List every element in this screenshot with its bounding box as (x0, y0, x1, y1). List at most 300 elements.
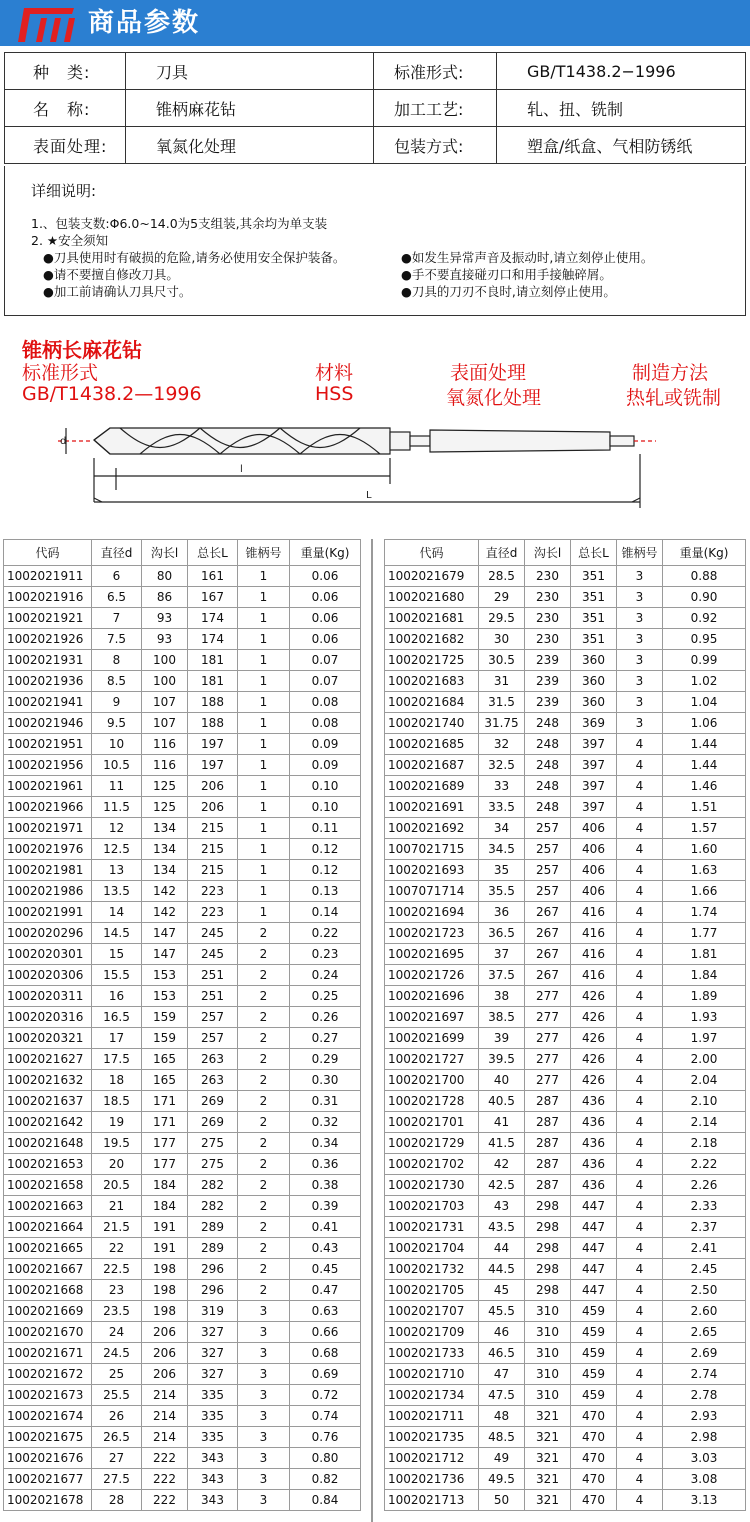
table-cell: 147 (142, 944, 188, 965)
table-cell: 335 (188, 1427, 238, 1448)
table-cell: 3 (238, 1490, 290, 1511)
table-cell: 289 (188, 1217, 238, 1238)
table-cell: 32 (479, 734, 525, 755)
table-cell: 1002021946 (4, 713, 92, 734)
table-cell: 1002021941 (4, 692, 92, 713)
banner-title: 商品参数 (88, 8, 201, 38)
table-cell: 25 (92, 1364, 142, 1385)
param-value: 塑盒/纸盒、气相防锈纸 (497, 127, 746, 164)
table-cell: 28 (92, 1490, 142, 1511)
table-cell: 35.5 (479, 881, 525, 902)
table-row (4, 1406, 361, 1427)
table-cell: 0.92 (663, 608, 746, 629)
table-row (385, 1238, 746, 1259)
table-row (4, 860, 361, 881)
table-cell: 198 (142, 1301, 188, 1322)
table-cell: 287 (525, 1154, 571, 1175)
table-cell: 406 (571, 881, 617, 902)
table-cell: 3 (617, 629, 663, 650)
surface-label: 表面处理 (450, 362, 527, 384)
table-cell: 0.99 (663, 650, 746, 671)
table-cell: 4 (617, 1007, 663, 1028)
table-cell: 1002021679 (385, 566, 479, 587)
table-cell: 21 (92, 1196, 142, 1217)
table-cell: 351 (571, 629, 617, 650)
table-cell: 0.27 (290, 1028, 361, 1049)
table-row (4, 1091, 361, 1112)
param-row (5, 53, 746, 90)
table-cell: 1002021732 (385, 1259, 479, 1280)
table-cell: 31 (479, 671, 525, 692)
table-row (385, 1301, 746, 1322)
table-row (385, 713, 746, 734)
table-cell: 4 (617, 797, 663, 818)
table-row (385, 671, 746, 692)
table-cell: 1002021725 (385, 650, 479, 671)
table-cell: 3 (617, 650, 663, 671)
table-cell: 0.82 (290, 1469, 361, 1490)
table-cell: 248 (525, 776, 571, 797)
table-row (4, 1217, 361, 1238)
table-cell: 22 (92, 1238, 142, 1259)
table-cell: 223 (188, 881, 238, 902)
table-cell: 1 (238, 755, 290, 776)
table-row (385, 1217, 746, 1238)
table-cell: 44 (479, 1238, 525, 1259)
table-cell: 251 (188, 965, 238, 986)
table-cell: 4 (617, 986, 663, 1007)
table-cell: 177 (142, 1154, 188, 1175)
table-cell: 2 (238, 1280, 290, 1301)
table-cell: 1002021687 (385, 755, 479, 776)
table-cell: 47.5 (479, 1385, 525, 1406)
table-cell: 45.5 (479, 1301, 525, 1322)
table-cell: 1002021711 (385, 1406, 479, 1427)
table-cell: 42.5 (479, 1175, 525, 1196)
material-value: HSS (315, 383, 354, 405)
table-cell: 1002021682 (385, 629, 479, 650)
table-row (4, 923, 361, 944)
table-cell: 1002021710 (385, 1364, 479, 1385)
table-cell: 2.18 (663, 1133, 746, 1154)
table-cell: 1002021726 (385, 965, 479, 986)
table-cell: 310 (525, 1385, 571, 1406)
table-cell: 86 (142, 587, 188, 608)
table-cell: 171 (142, 1112, 188, 1133)
table-cell: 1002021685 (385, 734, 479, 755)
safety-note: ●请不要擅自修改刀具。 (43, 267, 179, 282)
table-cell: 287 (525, 1091, 571, 1112)
table-cell: 13 (92, 860, 142, 881)
table-cell: 1002021674 (4, 1406, 92, 1427)
table-cell: 2 (238, 1133, 290, 1154)
table-row (4, 734, 361, 755)
table-cell: 2.50 (663, 1280, 746, 1301)
table-cell: 31.75 (479, 713, 525, 734)
table-cell: 21.5 (92, 1217, 142, 1238)
table-row (4, 1280, 361, 1301)
table-cell: 37.5 (479, 965, 525, 986)
table-cell: 447 (571, 1217, 617, 1238)
table-cell: 248 (525, 734, 571, 755)
table-cell: 10.5 (92, 755, 142, 776)
table-row (4, 587, 361, 608)
table-cell: 0.63 (290, 1301, 361, 1322)
table-cell: 20.5 (92, 1175, 142, 1196)
table-cell: 188 (188, 692, 238, 713)
table-cell: 206 (188, 776, 238, 797)
param-table (4, 52, 746, 164)
col-header: 重量(Kg) (290, 540, 361, 566)
table-cell: 0.08 (290, 692, 361, 713)
table-cell: 3 (238, 1448, 290, 1469)
table-cell: 277 (525, 1007, 571, 1028)
table-cell: 206 (188, 797, 238, 818)
table-cell: 2 (238, 965, 290, 986)
table-cell: 36.5 (479, 923, 525, 944)
table-cell: 1.60 (663, 839, 746, 860)
table-row (385, 818, 746, 839)
table-cell: 1002021971 (4, 818, 92, 839)
table-cell: 397 (571, 797, 617, 818)
param-row (5, 90, 746, 127)
table-cell: 282 (188, 1175, 238, 1196)
table-cell: 1002021637 (4, 1091, 92, 1112)
table-cell: 245 (188, 923, 238, 944)
table-cell: 6 (92, 566, 142, 587)
table-cell: 1002021675 (4, 1427, 92, 1448)
table-cell: 1002021691 (385, 797, 479, 818)
table-cell: 2 (238, 1238, 290, 1259)
param-key: 加工工艺: (374, 90, 497, 127)
table-cell: 125 (142, 776, 188, 797)
table-cell: 1002021931 (4, 650, 92, 671)
table-cell: 3 (238, 1406, 290, 1427)
table-cell: 1002021648 (4, 1133, 92, 1154)
table-cell: 2.37 (663, 1217, 746, 1238)
table-cell: 7 (92, 608, 142, 629)
table-cell: 298 (525, 1259, 571, 1280)
table-row (385, 566, 746, 587)
table-cell: 263 (188, 1049, 238, 1070)
table-row (4, 713, 361, 734)
table-cell: 310 (525, 1301, 571, 1322)
table-cell: 1002021705 (385, 1280, 479, 1301)
table-cell: 277 (525, 986, 571, 1007)
table-cell: 2 (238, 1154, 290, 1175)
table-row (385, 986, 746, 1007)
table-cell: 2.00 (663, 1049, 746, 1070)
table-cell: 319 (188, 1301, 238, 1322)
table-cell: 0.24 (290, 965, 361, 986)
table-row (385, 1490, 746, 1511)
table-cell: 230 (525, 566, 571, 587)
table-cell: 1002021936 (4, 671, 92, 692)
table-cell: 4 (617, 1154, 663, 1175)
table-cell: 11 (92, 776, 142, 797)
table-cell: 41 (479, 1112, 525, 1133)
table-cell: 1002021986 (4, 881, 92, 902)
table-cell: 1 (238, 818, 290, 839)
spec-table-left (3, 539, 361, 1511)
table-row (4, 1385, 361, 1406)
table-cell: 49.5 (479, 1469, 525, 1490)
table-cell: 188 (188, 713, 238, 734)
table-cell: 3 (617, 566, 663, 587)
table-cell: 1002021632 (4, 1070, 92, 1091)
table-cell: 275 (188, 1133, 238, 1154)
table-cell: 310 (525, 1322, 571, 1343)
table-row (385, 1427, 746, 1448)
table-cell: 0.95 (663, 629, 746, 650)
table-cell: 9 (92, 692, 142, 713)
table-cell: 1002021672 (4, 1364, 92, 1385)
table-cell: 1.51 (663, 797, 746, 818)
table-cell: 277 (525, 1028, 571, 1049)
table-cell: 1 (238, 713, 290, 734)
table-cell: 7.5 (92, 629, 142, 650)
table-cell: 19 (92, 1112, 142, 1133)
table-row (4, 1469, 361, 1490)
table-cell: 397 (571, 755, 617, 776)
table-cell: 0.66 (290, 1322, 361, 1343)
table-cell: 0.13 (290, 881, 361, 902)
table-cell: 459 (571, 1343, 617, 1364)
table-cell: 27.5 (92, 1469, 142, 1490)
safety-note: ●刀具使用时有破损的危险,请务必使用安全保护装备。 (43, 250, 346, 265)
table-cell: 1002021740 (385, 713, 479, 734)
table-cell: 8.5 (92, 671, 142, 692)
table-cell: 1002021976 (4, 839, 92, 860)
product-title: 锥柄长麻花钻 (22, 338, 142, 362)
table-cell: 2.78 (663, 1385, 746, 1406)
table-cell: 39.5 (479, 1049, 525, 1070)
table-cell: 49 (479, 1448, 525, 1469)
table-cell: 2.74 (663, 1364, 746, 1385)
table-cell: 263 (188, 1070, 238, 1091)
table-cell: 406 (571, 839, 617, 860)
table-separator (371, 539, 373, 1522)
table-cell: 153 (142, 986, 188, 1007)
table-cell: 32.5 (479, 755, 525, 776)
table-cell: 1002021692 (385, 818, 479, 839)
table-cell: 184 (142, 1175, 188, 1196)
material-label: 材料 (315, 362, 354, 384)
table-cell: 1.93 (663, 1007, 746, 1028)
table-cell: 214 (142, 1385, 188, 1406)
table-cell: 198 (142, 1259, 188, 1280)
table-cell: 2.10 (663, 1091, 746, 1112)
table-row (4, 1322, 361, 1343)
table-cell: 3.03 (663, 1448, 746, 1469)
table-cell: 470 (571, 1448, 617, 1469)
table-cell: 267 (525, 902, 571, 923)
table-cell: 275 (188, 1154, 238, 1175)
table-cell: 351 (571, 566, 617, 587)
table-cell: 321 (525, 1469, 571, 1490)
table-cell: 406 (571, 860, 617, 881)
table-cell: 4 (617, 818, 663, 839)
table-cell: 4 (617, 1364, 663, 1385)
table-cell: 45 (479, 1280, 525, 1301)
table-cell: 426 (571, 1028, 617, 1049)
table-cell: 343 (188, 1490, 238, 1511)
table-cell: 15 (92, 944, 142, 965)
table-cell: 3.08 (663, 1469, 746, 1490)
table-cell: 0.45 (290, 1259, 361, 1280)
table-cell: 1002021700 (385, 1070, 479, 1091)
table-cell: 1002021911 (4, 566, 92, 587)
table-row (4, 608, 361, 629)
table-cell: 2.41 (663, 1238, 746, 1259)
table-cell: 2 (238, 923, 290, 944)
table-cell: 1002021671 (4, 1343, 92, 1364)
table-cell: 1002021731 (385, 1217, 479, 1238)
table-cell: 1002021699 (385, 1028, 479, 1049)
table-cell: 18.5 (92, 1091, 142, 1112)
table-cell: 1002021735 (385, 1427, 479, 1448)
table-cell: 4 (617, 1406, 663, 1427)
table-row (385, 1070, 746, 1091)
table-cell: 1.44 (663, 755, 746, 776)
table-cell: 9.5 (92, 713, 142, 734)
table-header-row (385, 540, 746, 566)
table-cell: 459 (571, 1322, 617, 1343)
table-cell: 2.26 (663, 1175, 746, 1196)
table-cell: 1002021728 (385, 1091, 479, 1112)
table-cell: 24.5 (92, 1343, 142, 1364)
col-header: 重量(Kg) (663, 540, 746, 566)
table-row (385, 1091, 746, 1112)
table-cell: 416 (571, 944, 617, 965)
table-row (4, 692, 361, 713)
table-cell: 245 (188, 944, 238, 965)
table-cell: 0.74 (290, 1406, 361, 1427)
table-cell: 1002021704 (385, 1238, 479, 1259)
table-cell: 360 (571, 692, 617, 713)
table-cell: 4 (617, 1259, 663, 1280)
table-cell: 1.63 (663, 860, 746, 881)
table-cell: 36 (479, 902, 525, 923)
table-header-row (4, 540, 361, 566)
table-row (4, 650, 361, 671)
table-cell: 436 (571, 1175, 617, 1196)
table-cell: 2.04 (663, 1070, 746, 1091)
table-row (4, 1490, 361, 1511)
table-row (385, 1469, 746, 1490)
table-cell: 46.5 (479, 1343, 525, 1364)
table-cell: 1002021712 (385, 1448, 479, 1469)
table-cell: 16.5 (92, 1007, 142, 1028)
table-cell: 1.77 (663, 923, 746, 944)
table-cell: 426 (571, 1070, 617, 1091)
table-cell: 470 (571, 1427, 617, 1448)
table-cell: 44.5 (479, 1259, 525, 1280)
table-cell: 3 (617, 692, 663, 713)
table-cell: 2 (238, 1196, 290, 1217)
table-cell: 4 (617, 1217, 663, 1238)
table-cell: 11.5 (92, 797, 142, 818)
param-value: 氧氮化处理 (126, 127, 374, 164)
col-header: 沟长l (142, 540, 188, 566)
table-row (385, 650, 746, 671)
table-cell: 1 (238, 839, 290, 860)
table-cell: 1002021663 (4, 1196, 92, 1217)
table-cell: 436 (571, 1091, 617, 1112)
table-cell: 13.5 (92, 881, 142, 902)
table-cell: 282 (188, 1196, 238, 1217)
table-cell: 257 (525, 818, 571, 839)
table-cell: 1002021677 (4, 1469, 92, 1490)
table-cell: 321 (525, 1427, 571, 1448)
table-cell: 0.76 (290, 1427, 361, 1448)
table-row (385, 1049, 746, 1070)
safety-note: ●加工前请确认刀具尺寸。 (43, 284, 192, 299)
table-cell: 10 (92, 734, 142, 755)
table-cell: 447 (571, 1259, 617, 1280)
table-cell: 1002021658 (4, 1175, 92, 1196)
table-cell: 4 (617, 839, 663, 860)
table-cell: 267 (525, 965, 571, 986)
table-cell: 296 (188, 1280, 238, 1301)
param-key: 包装方式: (374, 127, 497, 164)
table-cell: 30 (479, 629, 525, 650)
table-cell: 0.80 (290, 1448, 361, 1469)
table-cell: 459 (571, 1385, 617, 1406)
table-cell: 267 (525, 923, 571, 944)
table-row (385, 629, 746, 650)
table-cell: 48.5 (479, 1427, 525, 1448)
table-cell: 25.5 (92, 1385, 142, 1406)
table-cell: 214 (142, 1406, 188, 1427)
table-cell: 4 (617, 1469, 663, 1490)
col-header: 直径d (92, 540, 142, 566)
table-cell: 1002021921 (4, 608, 92, 629)
table-cell: 3 (617, 608, 663, 629)
table-cell: 1.06 (663, 713, 746, 734)
table-cell: 1002021694 (385, 902, 479, 923)
table-cell: 24 (92, 1322, 142, 1343)
table-cell: 1002021668 (4, 1280, 92, 1301)
surface-value: 氧氮化处理 (446, 387, 542, 409)
table-cell: 1002021961 (4, 776, 92, 797)
table-cell: 1.02 (663, 671, 746, 692)
table-cell: 459 (571, 1364, 617, 1385)
table-row (4, 1049, 361, 1070)
table-cell: 248 (525, 797, 571, 818)
table-cell: 1002021670 (4, 1322, 92, 1343)
table-cell: 215 (188, 818, 238, 839)
table-cell: 0.06 (290, 629, 361, 650)
table-row (385, 1112, 746, 1133)
table-cell: 0.88 (663, 566, 746, 587)
table-cell: 1002021689 (385, 776, 479, 797)
table-row (4, 1196, 361, 1217)
table-cell: 1002021734 (385, 1385, 479, 1406)
table-cell: 2.98 (663, 1427, 746, 1448)
table-cell: 397 (571, 776, 617, 797)
table-cell: 0.30 (290, 1070, 361, 1091)
table-cell: 4 (617, 860, 663, 881)
table-cell: 14 (92, 902, 142, 923)
table-cell: 1002021627 (4, 1049, 92, 1070)
table-cell: 1002021680 (385, 587, 479, 608)
table-cell: 1002021730 (385, 1175, 479, 1196)
table-cell: 257 (188, 1007, 238, 1028)
table-row (4, 1301, 361, 1322)
table-cell: 1002021695 (385, 944, 479, 965)
param-value: 锥柄麻花钻 (126, 90, 374, 127)
